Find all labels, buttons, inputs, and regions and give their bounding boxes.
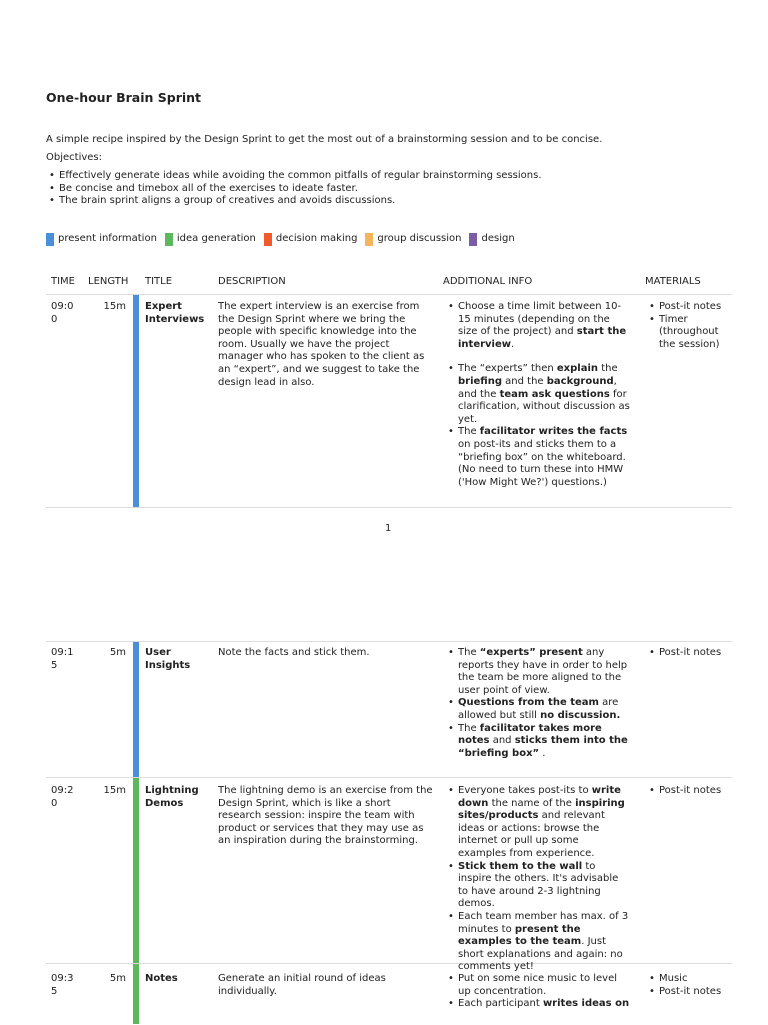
legend-label: group discussion bbox=[377, 233, 462, 245]
additional-info-list bbox=[445, 301, 630, 489]
length-cell: 5m bbox=[109, 647, 126, 658]
additional-info-item: • Stick them to the wall to inspire the others. It's advisable to have around 2-3 lightning demos. bbox=[445, 861, 630, 911]
category-bar bbox=[133, 964, 139, 1024]
page-number: 1 bbox=[385, 523, 392, 534]
legend-item-present-information bbox=[46, 233, 157, 246]
additional-info-item: • Put on some nice music to level up concentration. bbox=[445, 973, 630, 998]
additional-info-item: • The “experts” then explain the briefing and the background, and the team ask questions for clarification, without discussion as yet. bbox=[445, 363, 630, 426]
length-cell: 15m bbox=[103, 301, 126, 312]
legend-swatch bbox=[46, 233, 54, 246]
title-cell: User Insights bbox=[145, 647, 191, 671]
materials-list bbox=[646, 785, 728, 798]
intro-text: A simple recipe inspired by the Design Sprint to get the most out of a brainstorming session and to be concise. bbox=[46, 134, 603, 145]
header-length: LENGTH bbox=[88, 276, 129, 287]
legend-swatch bbox=[469, 233, 477, 246]
length-cell: 5m bbox=[109, 973, 126, 984]
additional-info-item: • The “experts” present any reports they have in order to help the team be more aligned to the user point of view. bbox=[445, 647, 630, 697]
objective-item: • Be concise and timebox all of the exercises to ideate faster. bbox=[46, 183, 542, 196]
additional-info-item: • Each team member has max. of 3 minutes to present the examples to the team. Just short explanations and again: no comments yet! bbox=[445, 911, 630, 974]
time-cell: 09:1 5 bbox=[51, 647, 74, 671]
legend-item-idea-generation bbox=[165, 233, 256, 246]
additional-info-item: • The facilitator takes more notes and sticks them into the “briefing box” . bbox=[445, 723, 630, 761]
description-cell: The lightning demo is an exercise from the Design Sprint, which is like a short research session: inspire the team with product or services that they may use as an inspiration during the brainstorming. bbox=[218, 785, 433, 847]
additional-info-item: • Choose a time limit between 10-15 minutes (depending on the size of the project) and start the interview. bbox=[445, 301, 630, 351]
additional-info-list bbox=[445, 973, 630, 1025]
additional-info-item: • Everyone takes post-its to write down the name of the inspiring sites/products and relevant ideas or actions: browse the internet or pull up some examples from experience. bbox=[445, 785, 630, 861]
legend-swatch bbox=[365, 233, 373, 246]
material-item: • Timer (throughout the session) bbox=[646, 314, 728, 352]
title-cell: Lightning Demos bbox=[145, 785, 199, 809]
title-cell: Expert Interviews bbox=[145, 301, 205, 325]
page-title: One-hour Brain Sprint bbox=[46, 90, 202, 105]
material-item: • Music bbox=[646, 973, 728, 986]
legend-item-design bbox=[469, 233, 514, 246]
additional-info-list bbox=[445, 785, 630, 986]
legend-item-decision-making bbox=[264, 233, 358, 246]
additional-info-item: • The facilitator writes the facts on post-its and sticks them to a “briefing box” on the whiteboard. (No need to turn these into HMW ('How Might We?') questions.) bbox=[445, 426, 630, 489]
table-divider bbox=[46, 641, 732, 642]
legend-label: design bbox=[481, 233, 515, 245]
category-legend bbox=[46, 233, 523, 246]
objectives-label: Objectives: bbox=[46, 152, 102, 163]
description-cell: Note the facts and stick them. bbox=[218, 647, 370, 658]
time-cell: 09:2 0 bbox=[51, 785, 74, 809]
time-cell: 09:3 5 bbox=[51, 973, 74, 997]
legend-swatch bbox=[165, 233, 173, 246]
materials-list bbox=[646, 647, 728, 660]
material-item: • Post-it notes bbox=[646, 785, 728, 798]
description-cell: Generate an initial round of ideas individually. bbox=[218, 973, 386, 997]
header-time: TIME bbox=[51, 276, 76, 287]
objective-item: • The brain sprint aligns a group of creatives and avoids discussions. bbox=[46, 195, 542, 208]
category-bar bbox=[133, 778, 139, 963]
time-cell: 09:0 0 bbox=[51, 301, 74, 325]
legend-label: present information bbox=[58, 233, 157, 245]
objectives-list bbox=[46, 170, 542, 208]
material-item: • Post-it notes bbox=[646, 647, 728, 660]
additional-info-item: • Questions from the team are allowed but still no discussion. bbox=[445, 697, 630, 722]
legend-swatch bbox=[264, 233, 272, 246]
title-cell: Notes bbox=[145, 973, 178, 984]
length-cell: 15m bbox=[103, 785, 126, 796]
materials-list bbox=[646, 973, 728, 998]
legend-label: decision making bbox=[275, 233, 358, 245]
header-title: TITLE bbox=[145, 276, 173, 287]
table-divider bbox=[46, 507, 732, 508]
legend-item-group-discussion bbox=[365, 233, 461, 246]
description-cell: The expert interview is an exercise from the Design Sprint where we bring the people with specific knowledge into the room. Usually we have the project manager who has spoken to the client as an “expert”, and we suggest to take the design lead in also. bbox=[218, 301, 425, 388]
header-additional-info: ADDITIONAL INFO bbox=[443, 276, 533, 287]
legend-label: idea generation bbox=[176, 233, 256, 245]
additional-info-list bbox=[445, 647, 630, 760]
category-bar bbox=[133, 642, 139, 777]
table-divider bbox=[46, 777, 732, 778]
category-bar bbox=[133, 295, 139, 507]
material-item: • Post-it notes bbox=[646, 986, 728, 999]
objective-item: • Effectively generate ideas while avoiding the common pitfalls of regular brainstorming sessions. bbox=[46, 170, 542, 183]
table-divider bbox=[46, 294, 732, 295]
materials-list bbox=[646, 301, 728, 351]
additional-info-item: • Each participant writes ideas on bbox=[445, 998, 630, 1011]
header-description: DESCRIPTION bbox=[218, 276, 286, 287]
material-item: • Post-it notes bbox=[646, 301, 728, 314]
header-materials: MATERIALS bbox=[645, 276, 701, 287]
